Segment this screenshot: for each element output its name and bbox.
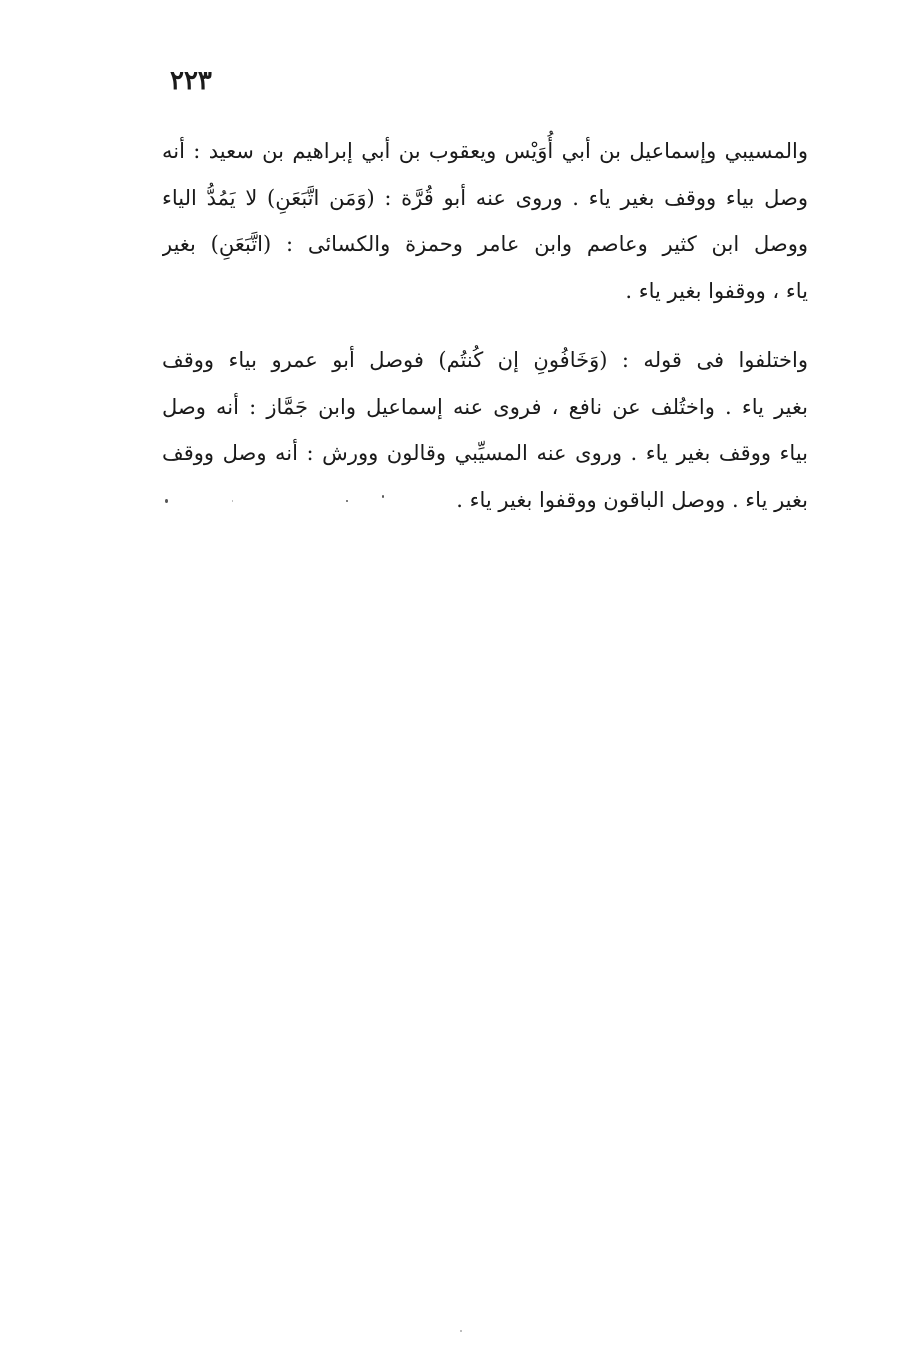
paragraph-1 <box>162 128 808 314</box>
text-line: وصل بياء ووقف بغير ياء . وروى عنه أبو قُرَّة : (وَمَن اتَّبَعَنِ) لا يَمُدُّ الياء <box>162 185 808 210</box>
text-line: ياء ، ووقفوا بغير ياء . <box>625 278 808 303</box>
page-number: ٢٢٣ <box>170 66 212 96</box>
scan-speck <box>346 500 348 502</box>
text-line: بياء ووقف بغير ياء . وروى عنه المسيِّبي وقالون وورش : أنه وصل ووقف <box>162 441 808 465</box>
scan-speck <box>232 500 233 502</box>
text-line: بغير ياء . واختُلف عن نافع ، فروى عنه إسماعيل وابن جَمَّاز : أنه وصل <box>162 394 808 419</box>
paragraph-2 <box>162 337 808 523</box>
scan-speck <box>382 495 384 498</box>
text-line: ووصل ابن كثير وعاصم وابن عامر وحمزة والكسائى : (اتَّبَعَنِ) بغير <box>162 232 808 256</box>
scan-speck <box>460 1330 462 1332</box>
text-line: واختلفوا فى قوله : (وَخَافُونِ إن كُنتُم) فوصل أبو عمرو بياء ووقف <box>162 348 808 372</box>
text-line: بغير ياء . ووصل الباقون ووقفوا بغير ياء . <box>456 487 808 512</box>
text-line: والمسيبي وإسماعيل بن أبي أُوَيْس ويعقوب بن أبي إبراهيم بن سعيد : أنه <box>162 139 808 163</box>
scan-speck <box>165 499 168 503</box>
